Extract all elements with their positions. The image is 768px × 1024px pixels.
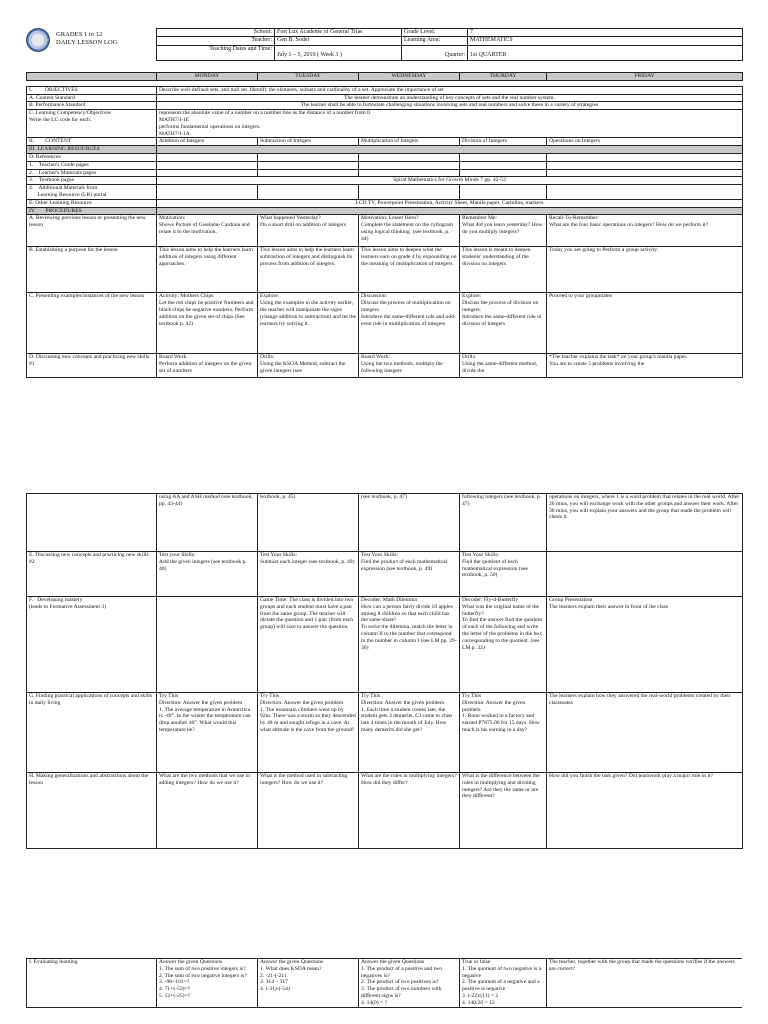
proc-e-friday <box>547 552 743 597</box>
references-label: D. References <box>27 153 157 161</box>
proc-c-friday: Proceed to your groupmates <box>547 293 743 354</box>
teacher-label: Teacher: <box>157 37 275 45</box>
quarter-value: 1st QUARTER <box>468 45 743 60</box>
proc-i-label: I. Evaluating learning <box>27 959 157 1008</box>
proc-h-friday: How did you finish the task given? Did teamwork play a major role in it? <box>547 773 743 849</box>
proc-a-thursday: Remember Me: What did you learn yesterday? How do you multiply integers? <box>460 215 547 247</box>
proc-a-label: A. Reviewing previous lesson or presenting the new lesson <box>27 215 157 247</box>
proc-c-wednesday: Discussion: Discuss the process of multiplication on integers. Introduce the same-different rule and odd-even rule in multiplication of integers <box>359 293 460 354</box>
proc-c-tuesday: Explore: Using the examples in the activity earlier, the teacher will manipulate the signs (change addition to subtraction) and let the learners try solving it. <box>258 293 359 354</box>
content-thursday: Division of Integers <box>460 138 547 146</box>
title-line-1: GRADES 1 to 12 <box>56 31 103 38</box>
proc-e-label: E. Discussing new concepts and practicing new skills #2 <box>27 552 157 597</box>
content-friday: Operations on Integers <box>547 138 743 146</box>
proc-d-cont-thursday: following integers (see textbook, p. 47) <box>460 494 547 552</box>
day-header-friday: FRIDAY <box>547 73 743 81</box>
proc-i-monday: Answer the given Questions 1. The sum of two positive integers is? 2. The sum of two negative integers is? 3. -98+101=? 4. 71+(-53)=? 5. 12+(-25)=? <box>157 959 258 1008</box>
proc-d-thursday: Drills: Using the same-different method, divide the <box>460 354 547 378</box>
proc-b-tuesday: This lesson aims to help the learners learn subtraction of integers and distinguish its process from addition of integers. <box>258 247 359 293</box>
grade-value: 7 <box>468 29 743 37</box>
lesson-table-page-1 <box>26 72 743 378</box>
area-value: MATHEMATICS <box>468 37 743 45</box>
area-label: Learning Area: <box>402 37 468 45</box>
proc-f-label: F. Developing mastery (leads to Formative Assessment 3) <box>27 597 157 693</box>
quarter-label: Quarter: <box>402 45 468 60</box>
proc-e-monday: Test your Skills: Add the given integers (see textbook p. 48) <box>157 552 258 597</box>
proc-h-tuesday: What is the method used in subtracting integers? How do we use it? <box>258 773 359 849</box>
competency-label: C. Learning Competency/Objectives Write the LC code for each. <box>27 110 157 138</box>
proc-d-cont-wednesday: (see textbook, p. 47) <box>359 494 460 552</box>
proc-f-monday <box>157 597 258 693</box>
lesson-table-page-3 <box>26 958 742 1008</box>
day-header-thursday: THURDAY <box>460 73 547 81</box>
day-header-blank <box>27 73 157 81</box>
content-standard-text: The learner demonstrate an understanding of key concepts of sets and the real number system. <box>157 94 743 102</box>
proc-d-friday: *The teacher explains the task* on your group's manila paper. You are to create 5 problems involving the <box>547 354 743 378</box>
proc-b-friday: Today you are going to Perform a group activity. <box>547 247 743 293</box>
other-resources-text: LCD TV, Powerpoint Presentation, Activity Sheet, Manila paper, Cartolina, markers <box>157 199 743 207</box>
proc-d-cont-tuesday: textbook, p. 45) <box>258 494 359 552</box>
content-standard-label: A. Content Standard <box>27 94 157 102</box>
school-label: School: <box>157 29 275 37</box>
proc-h-monday: What are the two methods that we use in adding integers? How do we use it? <box>157 773 258 849</box>
proc-b-thursday: This lesson is meant to deepen students' understanding of the division on integers <box>460 247 547 293</box>
resources-label: III. LEARNING RESOURCES <box>27 146 157 154</box>
proc-h-label: H. Making generalizations and abstractions about the lesson <box>27 773 157 849</box>
proc-a-monday: Motivation: Shows Picture of Giselame Cardona and relate it to the motivation. <box>157 215 258 247</box>
proc-g-thursday: Try This Direction: Answer the given problem 1. Ronn worked in a factory and earned P7875.00 for 15 days. How much is his earning in a day? <box>460 693 547 773</box>
proc-h-wednesday: What are the rules in multiplying integers? How did they differ? <box>359 773 460 849</box>
other-resources-label: E. Other Learning Resource <box>27 199 157 207</box>
proc-e-tuesday: Test Your Skills: Subtract each integer (see textbook, p. 49) <box>258 552 359 597</box>
proc-i-wednesday: Answer the given Questions 1. The product of a positive and two negatives is? 2. The product of two positives is? 3. The product of two numbers with different signs is? 4. 14(0) = ? <box>359 959 460 1008</box>
textbook-pages-label: 3. Textbook pages <box>27 177 157 185</box>
proc-g-label: G. Finding practical applications of concepts and skills in daily living <box>27 693 157 773</box>
content-monday: Addition of Integers <box>157 138 258 146</box>
header-table <box>156 28 743 61</box>
procedures-label: IV. PROCEDURES <box>27 207 157 215</box>
proc-i-thursday: True or false 1. The quotient of two negative is a negative 2. The quotient of a negative and a positive is negative 3. (-22)/(11) = 2 4. 140/20 = 12 <box>460 959 547 1008</box>
proc-c-monday: Activity: Mothers Chips Let the red chips be positive Numbers and black chips be negative numbers. Perform addition on the given set of chips (See textbook p. 42) <box>157 293 258 354</box>
tg-pages-label: 1. Teacher's Guide pages <box>27 161 157 169</box>
lr-portal-label: 4. Additional Materials from Learning Resource (LR) portal <box>27 185 157 200</box>
proc-f-wednesday: Decoder: Math Dilemma How can a person fairly divide 10 apples among 8 children so that each child has the same share? To solve the dilemma, match the letter in column II to the number that correspond in the number in column I (see LM pp. 29-30) <box>359 597 460 693</box>
proc-a-friday: Recall-To-Remember: What are the four basic operations on integers? How do we perform it? <box>547 215 743 247</box>
proc-c-label: C. Presenting examples/instances of the new lesson <box>27 293 157 354</box>
proc-b-monday: This lesson aims to help the learners learn addition of integers using different approaches. <box>157 247 258 293</box>
proc-b-wednesday: This lesson aims to deepen what the learners earn on grade 4 by expounding on the meaning of multiplication of integers <box>359 247 460 293</box>
resources-band <box>157 146 743 154</box>
competency-text: represents the absolute value of a number on a number line as the distance of a number from 0. MATH7/I-1E performs fundamental operations on integers. MATH7/I-1A <box>157 110 743 138</box>
day-header-tuesday: TUESDAY <box>258 73 359 81</box>
proc-g-wednesday: Try This Direction: Answer the given problem 1. Each time a student comes late, the student gets 3 demerits. CJ came to class late 4 times in the month of July. How many demerits did she get? <box>359 693 460 773</box>
objectives-label: I. OBJECTIVES <box>27 86 157 94</box>
performance-standard-label: B. Performance Standard <box>27 102 157 110</box>
proc-g-friday: The learners explain how they answered the real-world problems created by their classmates <box>547 693 743 773</box>
proc-f-friday: Group Presentation The learners explain their answer in front of the class <box>547 597 743 693</box>
title-line-2: DAILY LESSON LOG <box>56 39 118 46</box>
content-wednesday: Multiplication of Integers <box>359 138 460 146</box>
proc-a-tuesday: What happened Yesterday? Do a short drill on addition of integers <box>258 215 359 247</box>
dates-label: Teaching Dates and Time: <box>157 45 275 60</box>
proc-f-thursday: Decoder: Fly-d-Butterfly What was the original name of the butterfly? To find the answer find the quotient of each of the following and write the letter of the problems in the box corresponding to the quotient. (see LM p. 32) <box>460 597 547 693</box>
proc-a-wednesday: Motivation: Lesser Hero? Complete the statement on the cyllogram using logical thinking. (see textbook, p. 44) <box>359 215 460 247</box>
proc-h-thursday: What is the difference between the rules in multiplying and dividing integers? Are they the same or are they different? <box>460 773 547 849</box>
procedures-band <box>157 207 743 215</box>
deped-seal-icon <box>26 28 50 52</box>
proc-c-thursday: Explore: Discuss the process of division on integers. Introduce the same-different rule in division of integers <box>460 293 547 354</box>
proc-i-friday: The teacher, together with the group that made the questions verifies if the answers are correct? <box>547 959 743 1008</box>
proc-d-monday: Board Work: Perform addition of integers on the given set of numbers <box>157 354 258 378</box>
proc-f-tuesday: Game Time: The class is divided into two groups and each student must have a pair from the same group. The teacher will dictate the question and 1 pair (from each group) will race to answer the question. <box>258 597 359 693</box>
proc-i-tuesday: Answer the given Questions 1. What does KSOA mean? 2. -21-(-21) 3. 314 – 317 4. (-31)-(-54) <box>258 959 359 1008</box>
grade-label: Grade Level: <box>402 29 468 37</box>
teacher-value: Gen B. Sodel <box>275 37 402 45</box>
school-value: Fort Lux Academe of General Trias <box>275 29 402 37</box>
day-header-wednesday: WEDNESDAY <box>359 73 460 81</box>
dates-value: July 1 – 5, 2019 ( Week 3 ) <box>275 45 402 60</box>
proc-d-wednesday: Board Work: Using the two methods, multiply the following integers <box>359 354 460 378</box>
lesson-table-page-2 <box>26 493 743 849</box>
proc-d-cont-label <box>27 494 157 552</box>
proc-d-cont-friday: operations on integers, where 1 is a word problem that relates in the real world. After 20 mins, you will exchange work with the other groups and answer their work. After 30 mins, you will explain your answers and the group that made the problem will check it. <box>547 494 743 552</box>
proc-e-wednesday: Test Your Skills: Find the product of each mathematical expression (see textbook, p. 49) <box>359 552 460 597</box>
proc-b-label: B. Establishing a purpose for the lesson <box>27 247 157 293</box>
content-tuesday: Subtraction of Integers <box>258 138 359 146</box>
proc-d-label: D. Discussing new concepts and practicing new skills #1 <box>27 354 157 378</box>
content-label: II. CONTENT <box>27 138 157 146</box>
day-header-monday: MONDAY <box>157 73 258 81</box>
proc-g-monday: Try This Direction: Answer the given problem 1. The average temperature in Antarctica is -49°. In the winter the temperature can drop another 40°. What would this temperature be? <box>157 693 258 773</box>
proc-e-thursday: Test Your Skills: Find the quotient of each mathematical expression (see textbook, p. 50) <box>460 552 547 597</box>
log-title <box>56 31 117 47</box>
proc-d-tuesday: Drills: Using the KSOA Method, subtract the given integers (see <box>258 354 359 378</box>
objectives-text: Describe well-defined sets, and null set. Identify the elements, subsets and cardinality of a set. Appreciate the importance of set <box>157 86 743 94</box>
page-3-clip <box>26 958 742 1024</box>
performance-standard-text: The learner shall be able to formulate challenging situations involving sets and real numbers and solve these in a variety of strategies <box>157 102 743 110</box>
lm-pages-label: 2. Learner's Materials pages <box>27 169 157 177</box>
textbook-pages-text: Spiral Mathematics for Growth Minds 7 pp. 42-52 <box>157 177 743 185</box>
proc-d-cont-monday: using AA and ASH method (see textbook, pp. 43-44) <box>157 494 258 552</box>
proc-g-tuesday: Try This Direction: Answer the given problem 1. The mountain climbers went up by 92m. There was a storm so they descended by 48 m and sought refuge in a cave. At what altitude is the cave from the ground? <box>258 693 359 773</box>
